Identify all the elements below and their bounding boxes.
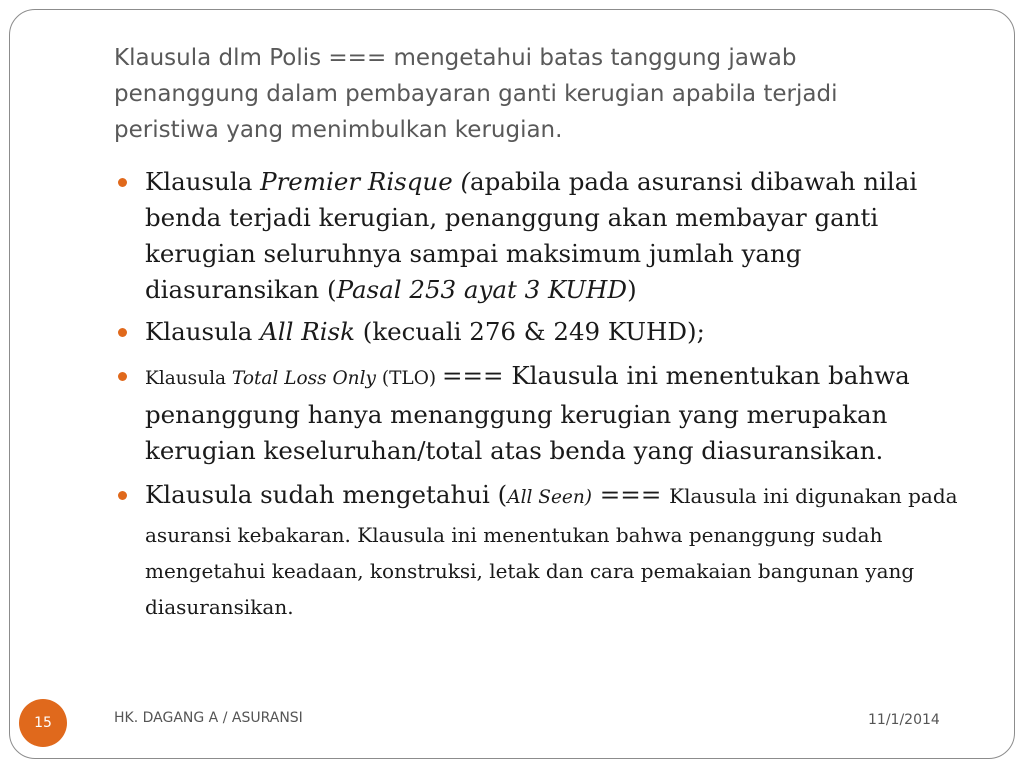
bullet-icon [118,372,127,381]
text-run-italic: Premier Risque ( [260,167,471,196]
text-run: (TLO) [375,368,442,389]
title-line: penanggung dalam pembayaran ganti kerugian apabila terjadi [114,81,838,107]
text-run: === [591,480,670,509]
text-run: Klausula ini digunakan pada asuransi kebakaran. Klausula ini menentukan bahwa penanggung sudah mengetahui keadaan, konstruksi, letak dan cara pemakaian bangunan yang diasuransikan. [145,484,958,619]
bullet-item-all-risk [118,314,958,350]
bullet-item-total-loss-only [118,358,958,469]
text-run: ) [627,275,637,304]
footer-date: 11/1/2014 [868,712,940,728]
bullet-icon [118,328,127,337]
bullet-item-all-seen [118,477,958,624]
text-run: Klausula [145,167,261,196]
title-line: Klausula dlm Polis === mengetahui batas tanggung jawab [114,45,797,71]
bullet-list [118,164,958,624]
text-run-italic: All Risk [260,317,355,346]
text-run: (kecuali 276 & 249 KUHD); [354,317,705,346]
text-run: apabila pada asuransi dibawah nilai benda terjadi kerugian, penanggung akan membayar ganti kerugian seluruhnya sampai maksimum jumlah yang diasuransikan ( [145,167,918,304]
text-run: === Klausula ini menentukan bahwa penanggung hanya menanggung kerugian yang merupakan kerugian keseluruhan/total atas benda yang diasuransikan. [145,361,910,465]
text-run-italic: All Seen) [507,487,592,508]
text-run: Klausula [145,368,232,389]
bullet-icon [118,491,127,500]
text-run: Klausula [145,317,261,346]
bullet-icon [118,178,127,187]
bullet-item-premier-risque [118,164,958,308]
text-run-italic: Pasal 253 ayat 3 KUHD [336,275,628,304]
text-run: Klausula sudah mengetahui ( [145,480,508,509]
title-line: peristiwa yang menimbulkan kerugian. [114,117,563,143]
slide-title [114,40,964,148]
footer-course: HK. DAGANG A / ASURANSI [114,710,303,726]
page-number-badge: 15 [19,699,67,747]
text-run-italic: Total Loss Only [231,368,376,389]
